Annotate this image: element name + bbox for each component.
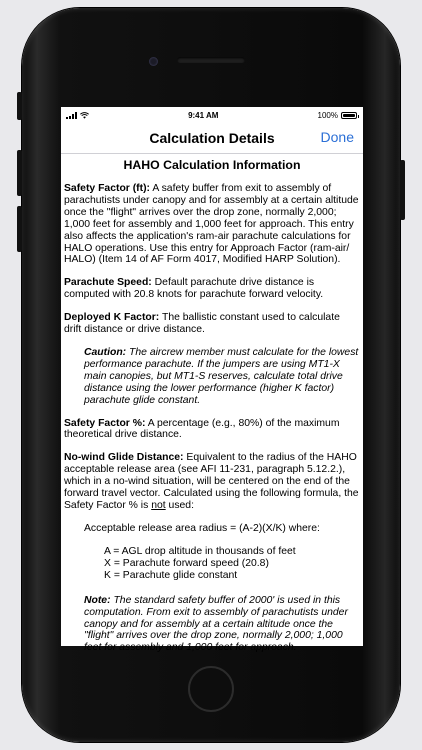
status-bar bbox=[61, 107, 363, 123]
no-wind-text: Equivalent to the radius of the HAHO acceptable release area (see AFI 11-231, paragraph 5.12.2.), which in a no-wind situation, will be centered on the end of the forward travel vector. Calculated using the following formula, the Safety Factor % is bbox=[64, 452, 359, 511]
volume-down-button bbox=[17, 206, 22, 252]
details-content[interactable] bbox=[61, 154, 363, 654]
formula-variables bbox=[64, 546, 360, 582]
battery-icon bbox=[341, 112, 357, 119]
no-wind-label: No-wind Glide Distance: bbox=[64, 452, 184, 464]
navigation-bar bbox=[61, 123, 363, 154]
variable-k: K = Parachute glide constant bbox=[104, 569, 238, 581]
safety-factor-pct-label: Safety Factor %: bbox=[64, 417, 146, 429]
cellular-signal-icon bbox=[66, 112, 77, 119]
deployed-k-text: The ballistic constant used to calculate drift distance or drive distance. bbox=[64, 312, 340, 336]
safety-factor-ft-paragraph bbox=[64, 183, 360, 266]
caution-paragraph bbox=[64, 347, 360, 407]
no-wind-text-end: used: bbox=[168, 499, 194, 511]
safety-factor-pct-text: A percentage (e.g., 80%) of the maximum theoretical drive distance. bbox=[64, 417, 340, 441]
battery-percent: 100% bbox=[317, 110, 338, 120]
home-button[interactable] bbox=[188, 666, 234, 712]
nav-title: Calculation Details bbox=[149, 130, 275, 146]
front-camera bbox=[149, 57, 158, 66]
caution-label: Caution: bbox=[84, 346, 127, 358]
mute-switch bbox=[17, 92, 22, 120]
deployed-k-label: Deployed K Factor: bbox=[64, 312, 160, 324]
release-area-formula: Acceptable release area radius = (A-2)(X/K) where: bbox=[84, 522, 320, 534]
safety-factor-pct-paragraph bbox=[64, 418, 360, 442]
parachute-speed-paragraph bbox=[64, 277, 360, 301]
note-paragraph bbox=[64, 595, 360, 655]
note-text: The standard safety buffer of 2000' is used in this computation. From exit to assembly of parachutists under canopy and for assembly at a certain altitude once the "flight" arrives over the drop zone, normally 2,000; 1,000 feet for assembly and 1,000 feet for approach. bbox=[84, 594, 348, 654]
parachute-speed-label: Parachute Speed: bbox=[64, 277, 152, 289]
earpiece-speaker bbox=[177, 57, 245, 63]
no-wind-paragraph bbox=[64, 452, 360, 512]
power-button bbox=[400, 160, 405, 220]
caution-text: The aircrew member must calculate for the lowest performance parachute. If the jumpers are using MT1-X main canopies, but MT1-S reserves, calculate total drive distance using the lower performance (higher K factor) parachute glide constant. bbox=[84, 346, 359, 406]
safety-factor-ft-text: A safety buffer from exit to assembly of parachutists under canopy and for assembly at a certain altitude once the "flight" arrives over the drop zone, normally 2,000; 1,000 feet for assembly and 1,000 feet for approach. This entry also affects the application's ram-air parachute calculations for HALO operations. Use this entry for Approach Factor (ram-air/ HALO) (Item 14 of AF Form 4017, Modified HARP Solution). bbox=[64, 183, 359, 266]
no-wind-underlined-word: not bbox=[151, 499, 166, 511]
parachute-speed-text: Default parachute drive distance is computed with 20.8 knots for parachute forward velocity. bbox=[64, 277, 324, 301]
screen bbox=[61, 107, 363, 654]
variable-x: X = Parachute forward speed (20.8) bbox=[104, 557, 269, 569]
volume-up-button bbox=[17, 150, 22, 196]
page-heading: HAHO Calculation Information bbox=[123, 158, 301, 172]
safety-factor-ft-label: Safety Factor (ft): bbox=[64, 183, 151, 194]
deployed-k-paragraph bbox=[64, 312, 360, 336]
variable-a: A = AGL drop altitude in thousands of feet bbox=[104, 545, 296, 557]
wifi-icon bbox=[80, 112, 89, 119]
note-label: Note: bbox=[84, 594, 111, 606]
done-button[interactable]: Done bbox=[320, 129, 354, 145]
status-time: 9:41 AM bbox=[188, 110, 219, 120]
